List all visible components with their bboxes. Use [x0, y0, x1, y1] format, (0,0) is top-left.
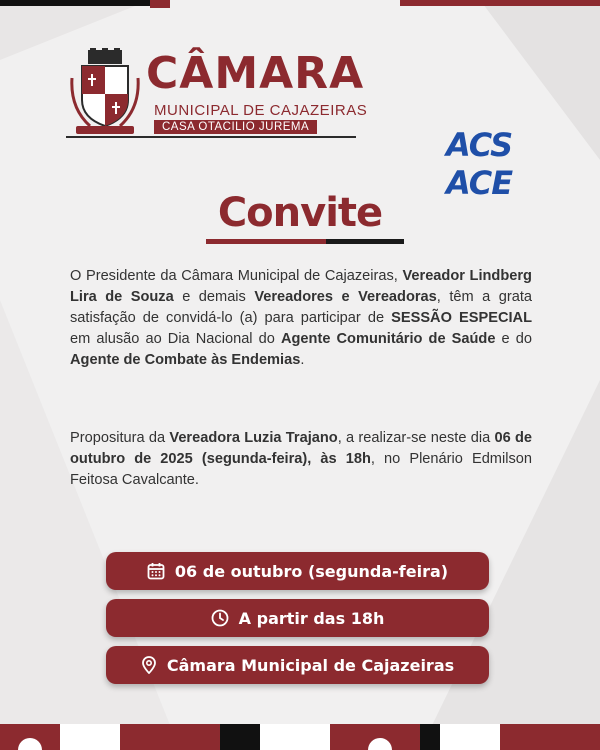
text-span: e do [495, 331, 532, 347]
president-name: Vereador Lindberg Lira de Souza [70, 268, 532, 305]
bottom-decoration [0, 724, 600, 750]
session-type: SESSÃO ESPECIAL [391, 310, 532, 326]
camara-subtitle: MUNICIPAL DE CAJAZEIRAS [154, 102, 368, 119]
crest-icon [70, 48, 140, 136]
text-span: O Presidente da Câmara Municipal de Cajazeiras, [70, 268, 403, 284]
time-text: A partir das 18h [238, 608, 385, 628]
event-datetime: 06 de outubro de 2025 (segunda-feira), às 18h [70, 430, 532, 467]
acs-text: Agente Comunitário de Saúde [280, 331, 496, 347]
header [66, 46, 546, 202]
location-pin-icon [141, 656, 157, 674]
text-span: , no Plenário Edmilson Feitosa Cavalcante. [70, 451, 532, 488]
time-pill [106, 599, 489, 637]
location-text: Câmara Municipal de Cajazeiras [166, 655, 455, 675]
date-pill [106, 552, 489, 590]
text-span: e demais [173, 289, 255, 305]
date-text: 06 de outubro (segunda-feira) [174, 561, 449, 581]
text-span: . [300, 352, 305, 368]
text-span: , têm a grata satisfação de convidá-lo (a) para participar de [70, 289, 532, 326]
camara-title: CÂMARA [146, 48, 365, 99]
proposer-name: Vereadora Luzia Trajano [169, 430, 338, 446]
text-span: em alusão ao Dia Nacional do [70, 331, 281, 347]
camara-house-label: CASA OTACILIO JUREMA [154, 120, 317, 134]
acs-ace-logo: ACS ACE [446, 126, 513, 202]
page-title: Convite [217, 190, 383, 236]
text-span: Propositura da [70, 430, 170, 446]
invitation-paragraph [70, 266, 532, 371]
header-divider [66, 136, 356, 138]
location-pill [106, 646, 489, 684]
ace-text: Agente de Combate às Endemias [70, 352, 301, 368]
title-block [0, 190, 600, 250]
calendar-icon [147, 562, 165, 580]
proposition-paragraph [70, 428, 532, 491]
title-underline [206, 237, 404, 244]
councilors-text: Vereadores e Vereadoras [254, 289, 437, 305]
clock-icon [211, 609, 229, 627]
text-span: , a realizar-se neste dia [337, 430, 495, 446]
